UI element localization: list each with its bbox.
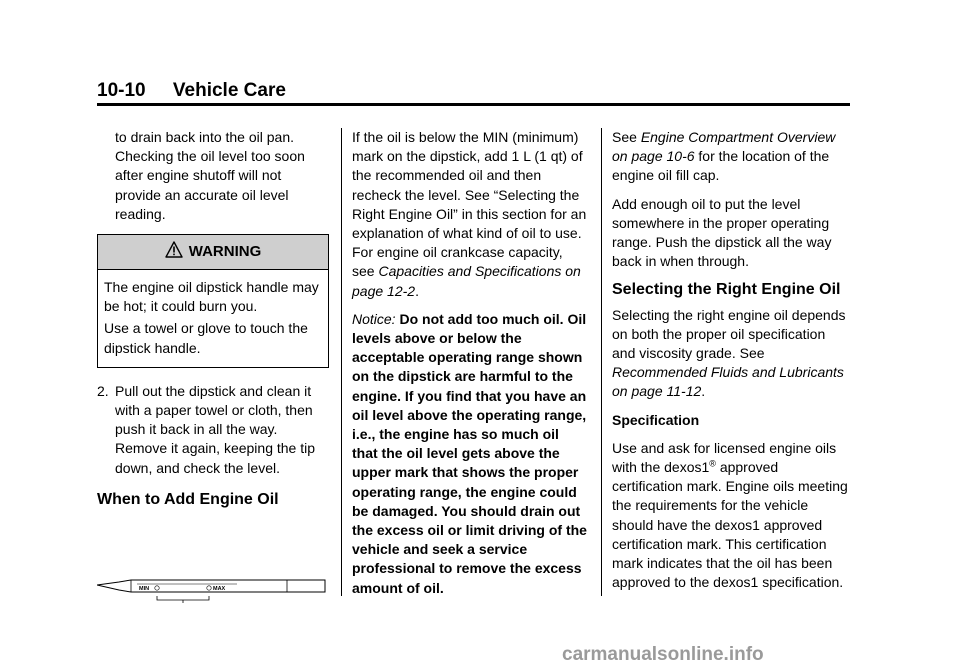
continuation-paragraph: to drain back into the oil pan. Checking the oil level too soon after engine shutoff will not provide an accurate oil level reading. <box>115 129 305 222</box>
column-3 <box>612 128 852 601</box>
dipstick-max-label: MAX <box>213 586 226 593</box>
subheading-specification: Specification <box>612 411 700 428</box>
selecting-paragraph <box>612 306 852 402</box>
step-number: 2. <box>97 382 109 399</box>
heading-when-to-add: When to Add Engine Oil <box>97 490 279 508</box>
spec-text-b: approved certification mark. Engine oils meeting the requirements for the vehicle should have the dexos1 approved certification mark. This certification mark indicates that the oil has been approved to the dexos1 specification. <box>612 459 848 591</box>
heading-selecting-oil: Selecting the Right Engine Oil <box>612 281 841 299</box>
column-1 <box>97 128 329 614</box>
selecting-text: Selecting the right engine oil depends on both the proper oil specification and viscosity grade. See <box>612 306 846 362</box>
fill-cap-paragraph <box>612 128 852 186</box>
warning-text-2: Use a towel or glove to touch the dipstick handle. <box>104 320 308 356</box>
notice-label: Notice: <box>352 310 396 327</box>
capacities-link[interactable]: Capacities and Specifications on page 12-2 <box>352 263 581 299</box>
dipstick-min-label: MIN <box>139 586 150 593</box>
warning-header <box>98 235 328 270</box>
page-header <box>97 80 286 102</box>
dipstick-illustration <box>97 569 329 614</box>
add-oil-text: If the oil is below the MIN (minimum) mark on the dipstick, add 1 L (1 qt) of the recommended oil and then recheck the level. See “Selecting the Right Engine Oil” in this section for an explanation of what kind of oil to use. For engine oil crankcase capacity, see <box>352 129 587 280</box>
section-title: Vehicle Care <box>172 80 286 101</box>
column-divider-1 <box>341 128 342 596</box>
warning-text-1: The engine oil dipstick handle may be hot; it could burn you. <box>104 279 319 315</box>
engine-compartment-link[interactable]: Engine Compartment Overview on page 10-6 <box>612 129 836 165</box>
step-text: Pull out the dipstick and clean it with a paper towel or cloth, then push it back in all the way. Remove it again, keeping the tip down, and check the level. <box>115 382 316 476</box>
notice-text: Do not add too much oil. Oil levels above or below the acceptable operating range shown on the dipstick are harmful to the engine. If you find that you have an oil level above the operating range, i.e., the engine has so much oil that the oil level gets above the upper mark that shows the proper operating range, the engine could be damaged. You should drain out the excess oil or limit driving of the vehicle and seek a service professional to remove the excess amount of oil. <box>352 310 587 596</box>
spec-text-a: Use and ask for licensed engine oils with the dexos1 <box>612 439 837 476</box>
notice-paragraph <box>352 310 588 598</box>
header-rule <box>97 103 850 106</box>
recommended-fluids-link[interactable]: Recommended Fluids and Lubricants on page 11-12 <box>612 364 844 400</box>
see-text: See <box>612 129 637 145</box>
column-divider-2 <box>601 128 602 596</box>
add-enough-paragraph: Add enough oil to put the level somewhere in the proper operating range. Push the dipstick all the way back in when through. <box>612 195 832 270</box>
specification-paragraph <box>612 439 852 593</box>
registered-mark: ® <box>709 458 716 469</box>
warning-title: WARNING <box>188 243 262 261</box>
page-number: 10-10 <box>97 80 146 101</box>
watermark: carmanualsonline.info <box>562 644 764 665</box>
warning-icon <box>165 241 183 263</box>
fill-cap-text: for the location of the engine oil fill cap. <box>612 148 830 184</box>
add-oil-paragraph <box>352 128 588 301</box>
warning-body <box>98 270 328 367</box>
warning-box <box>97 234 329 368</box>
list-item-step-2 <box>97 382 329 478</box>
column-2 <box>352 128 588 607</box>
period: . <box>701 383 706 400</box>
period: . <box>415 282 419 299</box>
